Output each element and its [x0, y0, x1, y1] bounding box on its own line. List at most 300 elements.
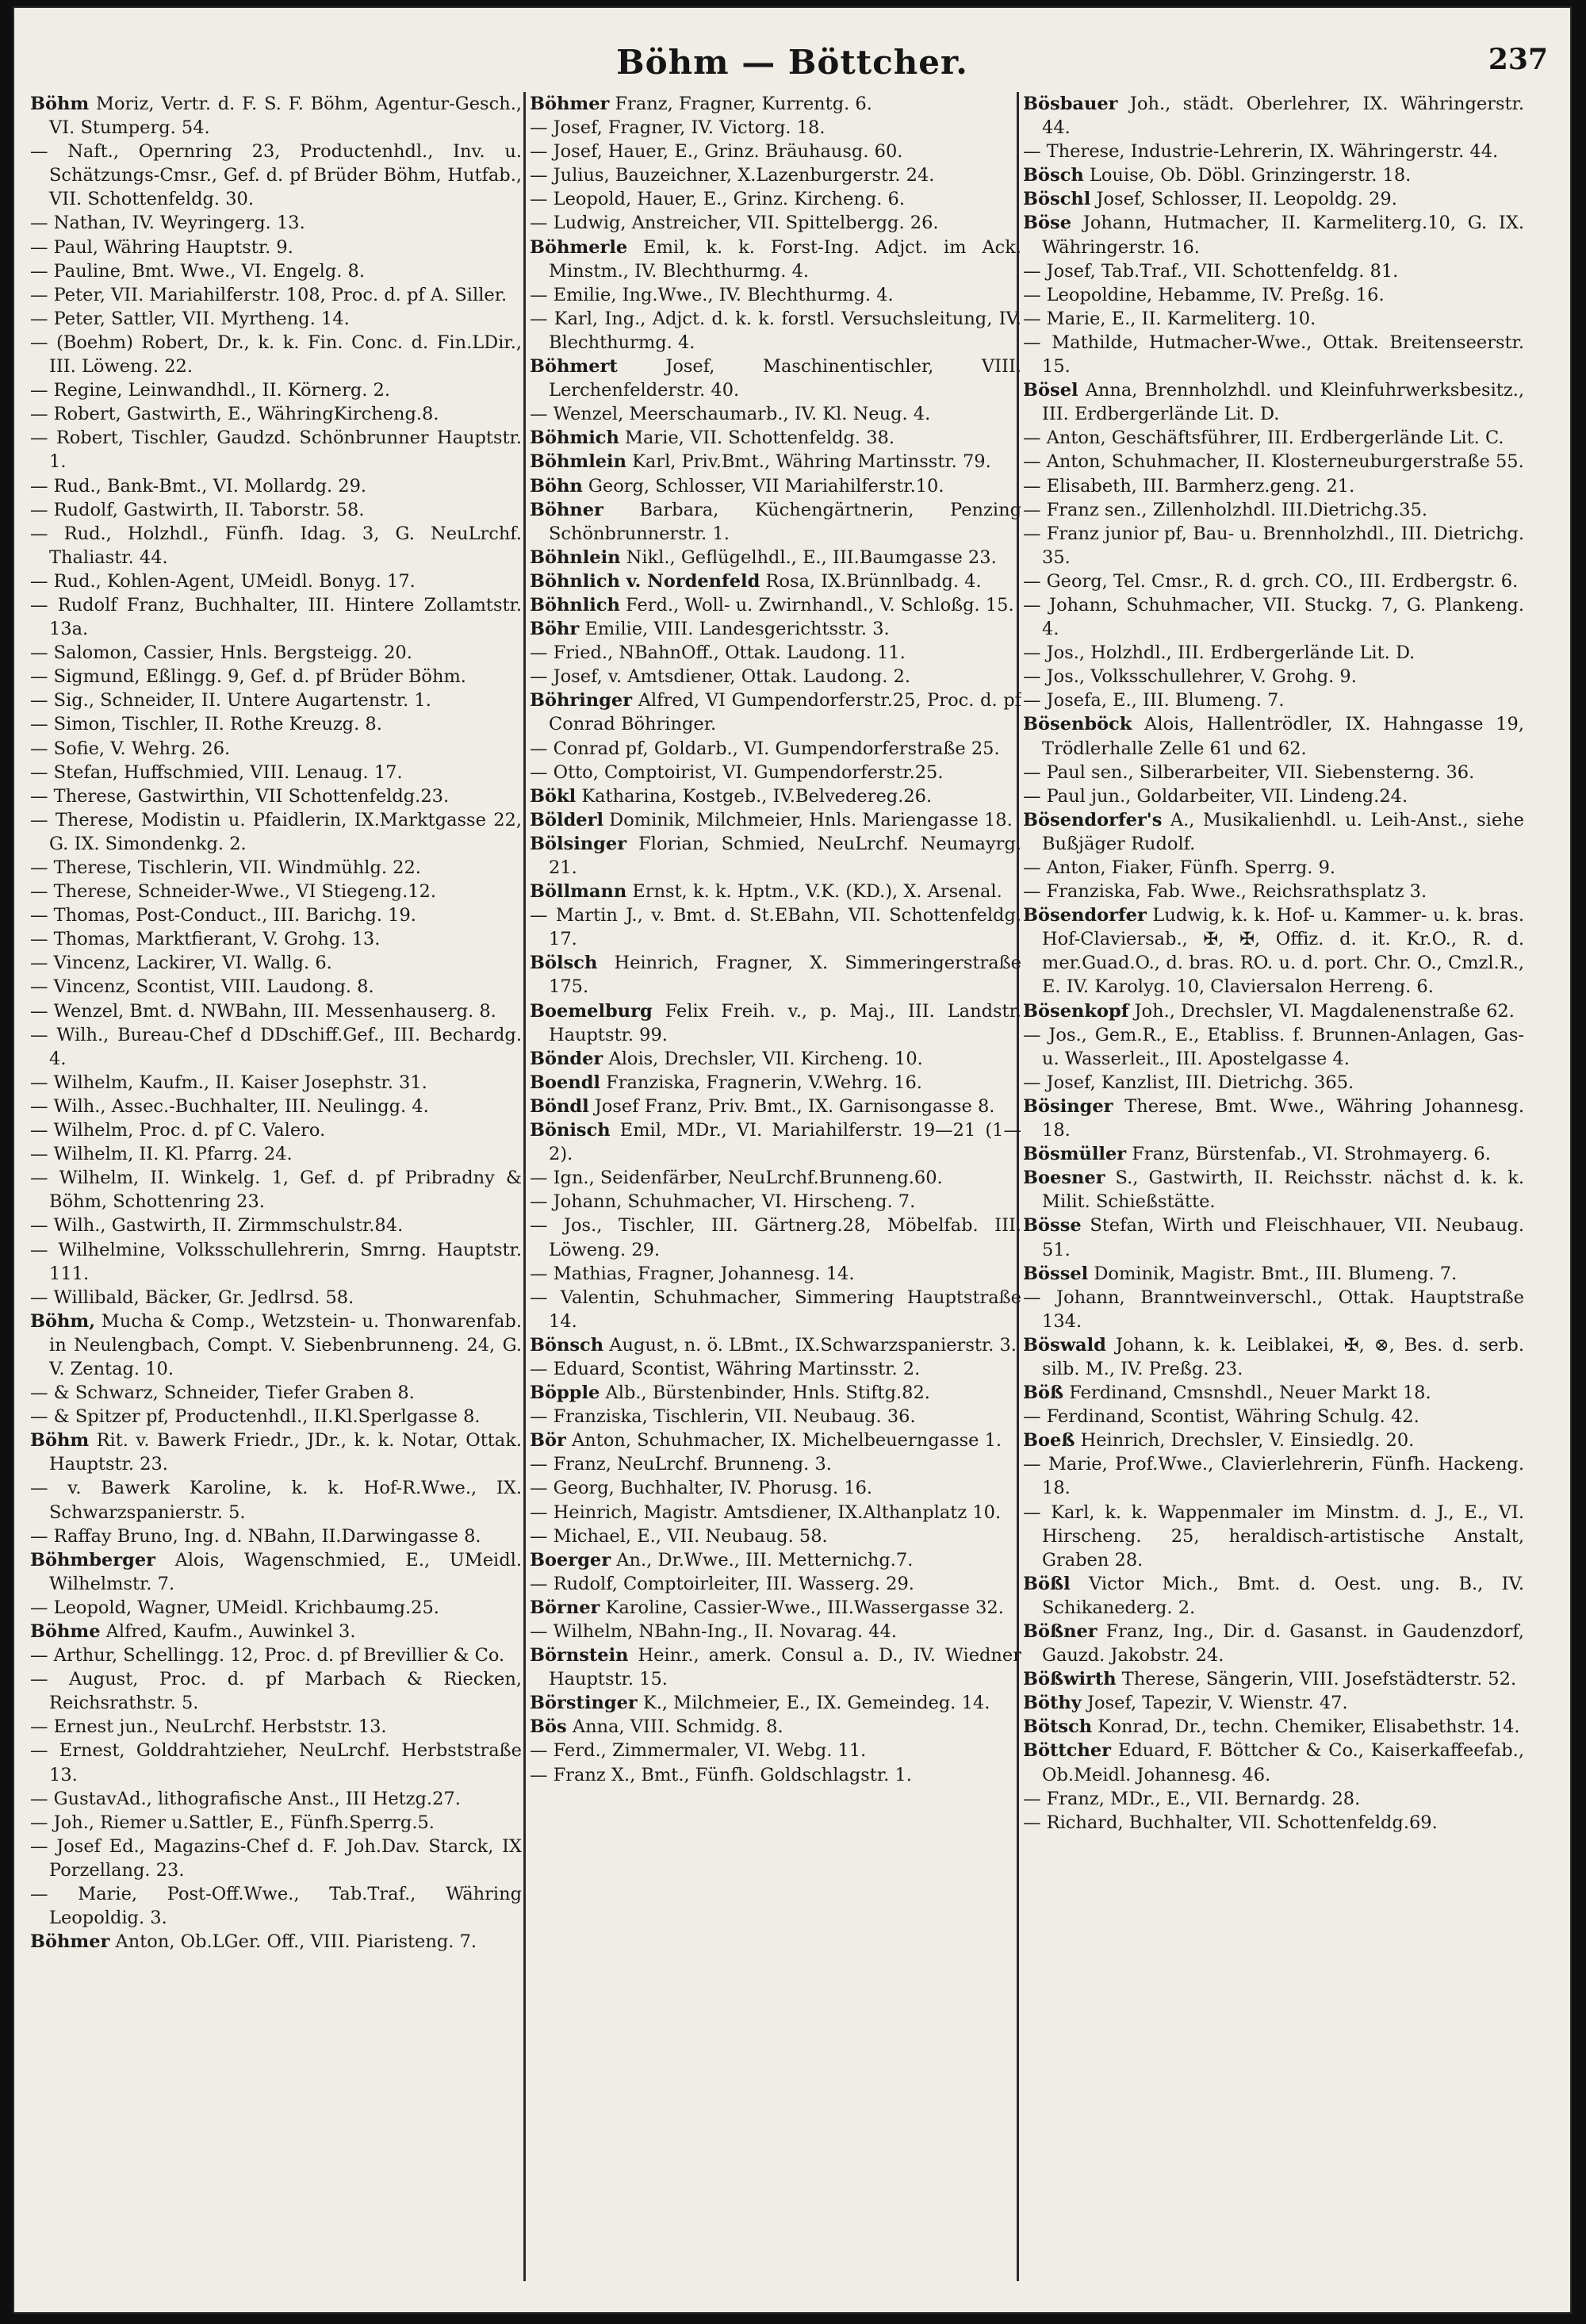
directory-entry: [30, 1596, 522, 1620]
entry-surname: Bößner: [1023, 1621, 1098, 1642]
entry-text: Alois, Wagenschmied, E., UMeidl. Wilhelmstr. 7.: [49, 1549, 522, 1594]
entry-text: Moriz, Vertr. d. F. S. F. Böhm, Agentur-Gesch., VI. Stumperg. 54.: [49, 94, 522, 139]
directory-entry: [530, 92, 1021, 116]
directory-entry: [530, 187, 1021, 211]
entry-text: — Paul jun., Goldarbeiter, VII. Lindeng.24.: [1023, 785, 1408, 807]
directory-entry: [530, 450, 1021, 474]
directory-entry: [30, 665, 522, 688]
entry-text: — Otto, Comptoirist, VI. Gumpendorferstr.25.: [530, 761, 944, 783]
entry-text: — Wilhelm, Kaufm., II. Kaiser Josephstr. 31.: [30, 1072, 427, 1093]
entry-text: — Franziska, Tischlerin, VII. Neubaug. 36.: [530, 1406, 916, 1428]
entry-surname: Böhmlein: [530, 451, 626, 473]
entry-text: — Anton, Fiaker, Fünfh. Sperrg. 9.: [1023, 857, 1336, 878]
entry-text: Ludwig, k. k. Hof- u. Kammer- u. k. bras. Hof-Claviersab., ✠, ✠, Offiz. d. it. Kr.O., R. d. mer.Guad.O., d. bras. RO. u. d. port. Chr. O., Cmzl.R., E. IV. Karolyg. 10, Claviersalon Herreng. 6.: [1042, 905, 1524, 998]
directory-entry: [1023, 665, 1524, 688]
directory-entry: [530, 832, 1021, 880]
directory-entry: [30, 1071, 522, 1095]
entry-text: — Josef, v. Amtsdiener, Ottak. Laudong. 2.: [530, 666, 911, 688]
entry-text: Alois, Drechsler, VII. Kircheng. 10.: [603, 1048, 923, 1069]
directory-entry: [30, 1667, 522, 1715]
directory-entry: [1023, 1572, 1524, 1620]
directory-entry: [530, 498, 1021, 546]
entry-surname: Bösenböck: [1023, 714, 1132, 735]
entry-text: — Robert, Tischler, Gaudzd. Schönbrunner Hauptstr. 1.: [30, 428, 522, 473]
directory-entry: [1023, 641, 1524, 665]
entry-surname: Böhnlein: [530, 546, 621, 568]
entry-surname: Bösse: [1023, 1215, 1082, 1237]
directory-entry: [530, 426, 1021, 450]
entry-text: — August, Proc. d. pf Marbach & Riecken, Reichsrathstr. 5.: [30, 1669, 522, 1714]
entry-surname: Böhn: [530, 475, 583, 497]
entry-text: — Josef, Tab.Traf., VII. Schottenfeldg. 81.: [1023, 260, 1399, 282]
entry-text: Johann, k. k. Leiblakei, ✠, ⊗, Bes. d. serb. silb. M., IV. Preßg. 23.: [1042, 1334, 1524, 1379]
directory-entry: [30, 307, 522, 331]
entry-text: Josef, Schlosser, II. Leopoldg. 29.: [1090, 189, 1397, 210]
entry-text: — Joh., Riemer u.Sattler, E., Fünfh.Sperrg.5.: [30, 1812, 435, 1833]
entry-text: Ferd., Woll- u. Zwirnhandl., V. Schloßg. 15.: [619, 594, 1014, 616]
entry-surname: Bösbauer: [1023, 94, 1118, 114]
entry-text: — Leopold, Wagner, UMeidl. Krichbaumg.25.: [30, 1597, 439, 1618]
directory-entry: [30, 1310, 522, 1381]
entry-text: — Regine, Leinwandhdl., II. Körnerg. 2.: [30, 380, 390, 401]
directory-entry: [530, 1047, 1021, 1071]
directory-entry: [30, 259, 522, 283]
entry-text: — Franz X., Bmt., Fünfh. Goldschlagstr. 1.: [530, 1764, 912, 1785]
directory-entry: [530, 355, 1021, 402]
entry-text: — Therese, Modistin u. Pfaidlerin, IX.Marktgasse 22, G. IX. Simondenkg. 2.: [30, 809, 522, 854]
entry-text: — Eduard, Scontist, Währing Martinsstr. 2.: [530, 1358, 921, 1379]
directory-entry: [530, 688, 1021, 736]
directory-entry: [1023, 92, 1524, 140]
entry-text: — Valentin, Schuhmacher, Simmering Hauptstraße 14.: [530, 1287, 1021, 1332]
entry-text: — Leopoldine, Hebamme, IV. Preßg. 16.: [1023, 284, 1385, 305]
directory-entry: [530, 1715, 1021, 1739]
entry-surname: Bösinger: [1023, 1095, 1113, 1117]
directory-entry: [30, 1548, 522, 1596]
entry-text: — Franz junior pf, Bau- u. Brennholzhdl., III. Dietrichg. 35.: [1023, 523, 1524, 568]
directory-entry: [530, 951, 1021, 999]
entry-text: — Nathan, IV. Weyringerg. 13.: [30, 213, 305, 234]
directory-entry: [530, 784, 1021, 808]
entry-text: Victor Mich., Bmt. d. Oest. ung. B., IV. Schikanederg. 2.: [1042, 1573, 1524, 1618]
entry-text: — Stefan, Huffschmied, VIII. Lenaug. 17.: [30, 761, 403, 783]
entry-text: — Willibald, Bäcker, Gr. Jedlrsd. 58.: [30, 1287, 354, 1308]
directory-entry: [530, 1739, 1021, 1762]
entry-text: — Arthur, Schellingg. 12, Proc. d. pf Brevillier & Co.: [30, 1645, 505, 1666]
directory-entry: [1023, 474, 1524, 498]
directory-entry: [30, 331, 522, 378]
entry-text: — Peter, VII. Mariahilferstr. 108, Proc. d. pf A. Siller.: [30, 284, 508, 305]
entry-text: Rit. v. Bawerk Friedr., JDr., k. k. Notar, Ottak. Hauptstr. 23.: [49, 1430, 522, 1475]
directory-entry: [1023, 784, 1524, 808]
entry-surname: Boeß: [1023, 1430, 1075, 1452]
entry-text: — Naft., Opernring 23, Productenhdl., Inv. u. Schätzungs-Cmsr., Gef. d. pf Brüder Böhm, Hutfab., VII. Schottenfeldg. 30.: [30, 141, 522, 210]
directory-entry: [530, 808, 1021, 832]
entry-surname: Böhmert: [530, 356, 618, 378]
directory-entry: [1023, 1452, 1524, 1500]
directory-entry: [530, 880, 1021, 903]
entry-text: Anna, Brennholzhdl. und Kleinfuhrwerksbesitz., III. Erdbergerlände Lit. D.: [1042, 380, 1524, 425]
directory-entry: [1023, 1667, 1524, 1691]
entry-text: — & Schwarz, Schneider, Tiefer Graben 8.: [30, 1383, 415, 1404]
directory-entry: [30, 140, 522, 211]
entry-surname: Bönsch: [530, 1334, 604, 1356]
directory-entry: [30, 927, 522, 951]
entry-text: Josef, Maschinentischler, VIII. Lerchenfelderstr. 40.: [549, 356, 1021, 401]
entry-text: — Thomas, Marktfierant, V. Grohg. 13.: [30, 929, 381, 950]
directory-entry: [530, 1429, 1021, 1452]
directory-entry: [1023, 140, 1524, 163]
entry-text: Mucha & Comp., Wetzstein- u. Thonwarenfab. in Neulengbach, Compt. V. Siebenbrunneng. 24, G. V. Zentag. 10.: [49, 1310, 522, 1379]
directory-entry: [1023, 856, 1524, 880]
entry-text: — Elisabeth, III. Barmherz.geng. 21.: [1023, 475, 1355, 497]
directory-entry: [1023, 712, 1524, 760]
entry-text: August, n. ö. LBmt., IX.Schwarzspanierstr. 3.: [603, 1334, 1017, 1356]
directory-entry: [30, 1476, 522, 1524]
entry-text: — Ludwig, Anstreicher, VII. Spittelbergg. 26.: [530, 213, 939, 234]
directory-entry: [1023, 378, 1524, 426]
entry-text: — Johann, Branntweinverschl., Ottak. Hauptstraße 134.: [1023, 1287, 1524, 1332]
directory-entry: [1023, 522, 1524, 569]
directory-entry: [1023, 569, 1524, 593]
directory-entry: [530, 1118, 1021, 1166]
entry-surname: Boendl: [530, 1072, 600, 1093]
entry-surname: Böttcher: [1023, 1740, 1112, 1762]
directory-entry: [30, 808, 522, 856]
entry-text: — Rud., Kohlen-Agent, UMeidl. Bonyg. 17.: [30, 570, 416, 592]
entry-text: Heinrich, Drechsler, V. Einsiedlg. 20.: [1075, 1430, 1415, 1452]
entry-surname: Böswald: [1023, 1334, 1106, 1356]
page-number: 237: [1488, 43, 1548, 76]
directory-entry: [530, 1166, 1021, 1190]
entry-text: Alfred, VI Gumpendorferstr.25, Proc. d. pf Conrad Böhringer.: [549, 690, 1021, 735]
entry-text: K., Milchmeier, E., IX. Gemeindeg. 14.: [637, 1693, 990, 1714]
entry-surname: Böhnlich v. Nordenfeld: [530, 570, 760, 592]
directory-entry: [30, 1214, 522, 1237]
directory-entry: [30, 236, 522, 259]
directory-entry: [30, 641, 522, 665]
entry-text: — Ferd., Zimmermaler, VI. Webg. 11.: [530, 1740, 867, 1762]
directory-entry: [1023, 1429, 1524, 1452]
entry-text: Katharina, Kostgeb., IV.Belvedereg.26.: [576, 785, 933, 807]
directory-entry: [1023, 187, 1524, 211]
directory-entry: [30, 1381, 522, 1405]
directory-entry: [30, 688, 522, 712]
entry-text: — Therese, Schneider-Wwe., VI Stiegeng.12.: [30, 881, 437, 903]
entry-text: Josef Franz, Priv. Bmt., IX. Garnisongasse 8.: [588, 1095, 995, 1117]
entry-text: — Josefa, E., III. Blumeng. 7.: [1023, 690, 1285, 711]
entry-surname: Bösendorfer's: [1023, 809, 1163, 830]
directory-entry: [30, 92, 522, 140]
directory-column-3: [1023, 92, 1524, 2281]
entry-text: Joh., städt. Oberlehrer, IX. Währingerstr. 44.: [1042, 94, 1524, 139]
entry-text: Karl, Priv.Bmt., Währing Martinsstr. 79.: [626, 451, 991, 473]
entry-text: — Marie, Prof.Wwe., Clavierlehrerin, Fünfh. Hackeng. 18.: [1023, 1454, 1524, 1499]
entry-surname: Börstinger: [530, 1693, 638, 1714]
entry-text: — Karl, k. k. Wappenmaler im Minstm. d. J., E., VI. Hirscheng. 25, heraldisch-artistische Anstalt, Graben 28.: [1023, 1501, 1524, 1570]
entry-text: — Jos., Gem.R., E., Etabliss. f. Brunnen-Anlagen, Gas- u. Wasserleit., III. Apostelgasse 4.: [1023, 1024, 1524, 1069]
entry-text: — Josef Ed., Magazins-Chef d. F. Joh.Dav. Starck, IX Porzellang. 23.: [30, 1835, 522, 1881]
directory-entry: [1023, 761, 1524, 784]
directory-entry: [30, 1930, 522, 1954]
entry-text: — Jos., Holzhdl., III. Erdbergerlände Lit. D.: [1023, 642, 1416, 664]
entry-text: Therese, Bmt. Wwe., Währing Johannesg. 18.: [1042, 1095, 1524, 1141]
directory-entry: [530, 236, 1021, 283]
entry-text: — Wilhelm, Proc. d. pf C. Valero.: [30, 1120, 326, 1141]
entry-text: Nikl., Geflügelhdl., E., III.Baumgasse 23.: [620, 546, 997, 568]
directory-entry: [530, 1476, 1021, 1500]
directory-entry: [1023, 211, 1524, 259]
directory-entry: [30, 737, 522, 761]
directory-entry: [30, 1643, 522, 1667]
entry-surname: Bössel: [1023, 1263, 1089, 1284]
entry-text: Dominik, Magistr. Bmt., III. Blumeng. 7.: [1088, 1263, 1458, 1284]
directory-entry: [30, 761, 522, 784]
entry-text: Ernst, k. k. Hptm., V.K. (KD.), X. Arsenal.: [626, 881, 1002, 903]
directory-entry: [30, 498, 522, 522]
entry-text: — Martin J., v. Bmt. d. St.EBahn, VII. Schottenfeldg. 17.: [530, 905, 1021, 950]
entry-text: — Georg, Tel. Cmsr., R. d. grch. CO., III. Erdbergstr. 6.: [1023, 570, 1519, 592]
entry-surname: Bökl: [530, 785, 577, 807]
entry-text: — Ernest jun., NeuLrchf. Herbststr. 13.: [30, 1716, 387, 1738]
directory-entry: [1023, 1715, 1524, 1739]
entry-text: — (Boehm) Robert, Dr., k. k. Fin. Conc. d. Fin.LDir., III. Löweng. 22.: [30, 332, 522, 378]
directory-entry: [530, 1357, 1021, 1381]
entry-text: Alb., Bürstenbinder, Hnls. Stiftg.82.: [600, 1383, 930, 1404]
entry-text: Konrad, Dr., techn. Chemiker, Elisabethstr. 14.: [1092, 1716, 1520, 1738]
entry-surname: Böß: [1023, 1383, 1064, 1404]
entry-surname: Böse: [1023, 213, 1072, 234]
entry-text: — Sig., Schneider, II. Untere Augartenstr. 1.: [30, 690, 431, 711]
entry-surname: Bößl: [1023, 1573, 1071, 1594]
entry-text: — Thomas, Post-Conduct., III. Barichg. 19.: [30, 905, 416, 926]
entry-text: — Josef, Hauer, E., Grinz. Bräuhausg. 60.: [530, 141, 903, 163]
entry-surname: Bösmüller: [1023, 1144, 1127, 1165]
directory-entry: [530, 903, 1021, 951]
entry-text: Emil, MDr., VI. Mariahilferstr. 19—21 (1—2).: [549, 1120, 1021, 1165]
entry-text: — GustavAd., lithografische Anst., III Hetzg.27.: [30, 1788, 461, 1809]
entry-text: — Jos., Volksschullehrer, V. Grohg. 9.: [1023, 666, 1357, 688]
entry-surname: Bösendorfer: [1023, 905, 1147, 926]
directory-entry: [1023, 1262, 1524, 1286]
entry-text: Felix Freih. v., p. Maj., III. Landstr. Hauptstr. 99.: [549, 1000, 1021, 1045]
entry-surname: Bönder: [530, 1048, 603, 1069]
directory-entry: [30, 1405, 522, 1429]
directory-entry: [30, 1095, 522, 1118]
entry-text: Anna, VIII. Schmidg. 8.: [566, 1716, 783, 1738]
directory-entry: [30, 593, 522, 641]
directory-entry: [530, 546, 1021, 569]
entry-text: — Wenzel, Meerschaumarb., IV. Kl. Neug. 4.: [530, 404, 931, 425]
entry-text: — Franz, NeuLrchf. Brunneng. 3.: [530, 1454, 832, 1475]
directory-entry: [30, 283, 522, 307]
entry-text: — Simon, Tischler, II. Rothe Kreuzg. 8.: [30, 714, 382, 735]
entry-surname: Bönisch: [530, 1120, 611, 1141]
directory-entry: [30, 1238, 522, 1286]
entry-text: — Sigmund, Eßlingg. 9, Gef. d. pf Brüder Böhm.: [30, 666, 466, 688]
entry-text: — Therese, Tischlerin, VII. Windmühlg. 22.: [30, 857, 421, 878]
directory-entry: [530, 211, 1021, 235]
entry-text: — Georg, Buchhalter, IV. Phorusg. 16.: [530, 1478, 873, 1499]
directory-entry: [30, 474, 522, 498]
directory-entry: [530, 163, 1021, 187]
column-divider: [523, 92, 526, 2281]
directory-entry: [530, 1405, 1021, 1429]
entry-text: — Sofie, V. Wehrg. 26.: [30, 738, 231, 759]
entry-surname: Bötsch: [1023, 1716, 1093, 1738]
entry-text: — Rudolf Franz, Buchhalter, III. Hintere Zollamtstr. 13a.: [30, 594, 522, 640]
directory-entry: [30, 211, 522, 235]
directory-entry: [530, 1691, 1021, 1715]
directory-entry: [1023, 1381, 1524, 1405]
entry-text: An., Dr.Wwe., III. Metternichg.7.: [611, 1549, 914, 1570]
entry-surname: Bößwirth: [1023, 1669, 1117, 1690]
directory-entry: [1023, 1071, 1524, 1095]
entry-surname: Boerger: [530, 1549, 611, 1570]
directory-entry: [530, 1190, 1021, 1214]
entry-text: Emilie, VIII. Landesgerichtsstr. 3.: [579, 619, 890, 640]
entry-text: — Marie, Post-Off.Wwe., Tab.Traf., Währing Leopoldig. 3.: [30, 1884, 522, 1929]
entry-text: — Therese, Gastwirthin, VII Schottenfeldg.23.: [30, 785, 450, 807]
entry-surname: Börnstein: [530, 1645, 629, 1666]
running-title: Böhm — Böttcher.: [616, 43, 968, 82]
entry-surname: Böndl: [530, 1095, 589, 1117]
entry-text: — Rudolf, Comptoirleiter, III. Wasserg. 29.: [530, 1573, 914, 1594]
entry-text: — Wilh., Assec.-Buchhalter, III. Neulingg. 4.: [30, 1095, 429, 1117]
entry-text: — Wilhelm, NBahn-Ing., II. Novarag. 44.: [530, 1621, 897, 1642]
directory-entry: [530, 1333, 1021, 1357]
entry-text: — Raffay Bruno, Ing. d. NBahn, II.Darwingasse 8.: [30, 1525, 481, 1547]
directory-entry: [530, 307, 1021, 355]
entry-text: — Johann, Schuhmacher, VII. Stuckg. 7, G. Plankeng. 4.: [1023, 594, 1524, 640]
entry-surname: Böpple: [530, 1383, 600, 1404]
directory-entry: [1023, 1166, 1524, 1214]
directory-entry: [530, 1286, 1021, 1333]
entry-text: — Rudolf, Gastwirth, II. Taborstr. 58.: [30, 499, 365, 520]
entry-text: Franziska, Fragnerin, V.Wehrg. 16.: [600, 1072, 922, 1093]
directory-entry: [1023, 880, 1524, 903]
directory-entry: [530, 1572, 1021, 1596]
entry-text: — Josef, Fragner, IV. Victorg. 18.: [530, 117, 826, 139]
entry-text: — Wilhelmine, Volksschullehrerin, Smrng. Hauptstr. 111.: [30, 1239, 522, 1284]
directory-entry: [30, 426, 522, 474]
entry-text: Alois, Hallentrödler, IX. Hahngasse 19, Trödlerhalle Zelle 61 und 62.: [1042, 714, 1524, 759]
entry-text: — Wenzel, Bmt. d. NWBahn, III. Messenhauserg. 8.: [30, 1000, 496, 1022]
directory-entry: [30, 1166, 522, 1214]
directory-entry: [30, 1739, 522, 1786]
entry-text: Franz, Ing., Dir. d. Gasanst. in Gaudenzdorf, Gauzd. Jakobstr. 24.: [1042, 1621, 1524, 1666]
entry-surname: Böhringer: [530, 690, 633, 711]
entry-surname: Böhmich: [530, 428, 619, 449]
entry-surname: Bölsch: [530, 953, 598, 974]
directory-entry: [530, 1071, 1021, 1095]
entry-text: — Vincenz, Lackirer, VI. Wallg. 6.: [30, 953, 332, 974]
entry-text: Ferdinand, Cmsnshdl., Neuer Markt 18.: [1063, 1383, 1431, 1404]
entry-surname: Böhm: [30, 94, 90, 114]
entry-text: — Emilie, Ing.Wwe., IV. Blechthurmg. 4.: [530, 284, 894, 305]
entry-text: Eduard, F. Böttcher & Co., Kaiserkaffeefab., Ob.Meidl. Johannesg. 46.: [1042, 1740, 1524, 1785]
entry-text: — Richard, Buchhalter, VII. Schottenfeldg.69.: [1023, 1812, 1438, 1833]
entry-surname: Bölsinger: [530, 833, 627, 854]
directory-entry: [1023, 1787, 1524, 1811]
directory-entry: [530, 1763, 1021, 1787]
entry-text: — Salomon, Cassier, Hnls. Bergsteigg. 20.: [30, 642, 412, 664]
entry-text: — Karl, Ing., Adjct. d. k. k. forstl. Versuchsleitung, IV. Blechthurmg. 4.: [530, 308, 1021, 353]
directory-entry: [530, 617, 1021, 641]
entry-text: — Ferdinand, Scontist, Währing Schulg. 42.: [1023, 1406, 1419, 1428]
entry-text: — Mathilde, Hutmacher-Wwe., Ottak. Breitenseerstr. 15.: [1023, 332, 1524, 378]
entry-text: Louise, Ob. Döbl. Grinzingerstr. 18.: [1083, 165, 1412, 186]
entry-text: — Anton, Schuhmacher, II. Klosterneuburgerstraße 55.: [1023, 451, 1524, 473]
entry-text: — Rud., Holzhdl., Fünfh. Idag. 3, G. NeuLrchf. Thaliastr. 44.: [30, 523, 522, 568]
directory-entry: [1023, 903, 1524, 999]
directory-entry: [1023, 1691, 1524, 1715]
directory-entry: [30, 712, 522, 736]
directory-entry: [1023, 1739, 1524, 1786]
entry-surname: Bösenkopf: [1023, 1000, 1129, 1022]
directory-entry: [1023, 307, 1524, 331]
entry-text: Barbara, Küchengärtnerin, Penzing Schönbrunnerstr. 1.: [549, 499, 1021, 544]
directory-entry: [30, 1811, 522, 1835]
entry-text: Anton, Schuhmacher, IX. Michelbeuerngasse 1.: [565, 1430, 1002, 1452]
directory-entry: [1023, 1095, 1524, 1142]
entry-text: — v. Bawerk Karoline, k. k. Hof-R.Wwe., IX. Schwarzspanierstr. 5.: [30, 1478, 522, 1523]
directory-entry: [530, 737, 1021, 761]
entry-text: — Josef, Kanzlist, III. Dietrichg. 365.: [1023, 1072, 1354, 1093]
entry-text: — Franziska, Fab. Wwe., Reichsrathsplatz 3.: [1023, 881, 1427, 903]
entry-text: — Julius, Bauzeichner, X.Lazenburgerstr. 24.: [530, 165, 935, 186]
entry-text: — Wilh., Bureau-Chef d DDschiff.Gef., III. Bechardg. 4.: [30, 1024, 522, 1069]
directory-entry: [530, 1262, 1021, 1286]
entry-text: — Wilhelm, II. Kl. Pfarrg. 24.: [30, 1144, 293, 1165]
directory-entry: [30, 1787, 522, 1811]
entry-surname: Bös: [530, 1716, 567, 1738]
entry-text: Therese, Sängerin, VIII. Josefstädterstr. 52.: [1116, 1669, 1517, 1690]
entry-text: — Fried., NBahnOff., Ottak. Laudong. 11.: [530, 642, 906, 664]
directory-entry: [30, 1142, 522, 1166]
directory-entry: [30, 402, 522, 426]
directory-entry: [30, 1524, 522, 1548]
entry-text: Marie, VII. Schottenfeldg. 38.: [619, 428, 895, 449]
entry-surname: Böhmer: [30, 1931, 110, 1953]
entry-text: — Conrad pf, Goldarb., VI. Gumpendorferstraße 25.: [530, 738, 1000, 759]
directory-column-2: [530, 92, 1021, 2281]
directory-entry: [30, 999, 522, 1023]
entry-text: — Wilhelm, II. Winkelg. 1, Gef. d. pf Pribradny & Böhm, Schottenring 23.: [30, 1168, 522, 1213]
directory-entry: [1023, 1811, 1524, 1835]
directory-entry: [1023, 1142, 1524, 1166]
directory-entry: [30, 951, 522, 975]
entry-text: — Jos., Tischler, III. Gärtnerg.28, Möbelfab. III. Löweng. 29.: [530, 1215, 1021, 1260]
directory-entry: [530, 665, 1021, 688]
entry-text: — Johann, Schuhmacher, VI. Hirscheng. 7.: [530, 1191, 916, 1213]
directory-entry: [30, 856, 522, 880]
directory-entry: [30, 784, 522, 808]
entry-text: — Franz sen., Zillenholzhdl. III.Dietrichg.35.: [1023, 499, 1428, 520]
directory-entry: [530, 402, 1021, 426]
entry-surname: Böllmann: [530, 881, 627, 903]
entry-text: — Marie, E., II. Karmeliterg. 10.: [1023, 308, 1316, 329]
entry-text: — Paul sen., Silberarbeiter, VII. Siebensterng. 36.: [1023, 761, 1475, 783]
directory-entry: [1023, 331, 1524, 378]
entry-text: Anton, Ob.LGer. Off., VIII. Piaristeng. 7.: [109, 1931, 477, 1953]
directory-entry: [530, 140, 1021, 163]
entry-text: Joh., Drechsler, VI. Magdalenenstraße 62.: [1128, 1000, 1515, 1022]
entry-text: — Therese, Industrie-Lehrerin, IX. Währingerstr. 44.: [1023, 141, 1499, 163]
directory-entry: [530, 593, 1021, 617]
entry-surname: Böhme: [30, 1621, 101, 1642]
entry-text: Stefan, Wirth und Fleischhauer, VII. Neubaug. 51.: [1042, 1215, 1524, 1260]
